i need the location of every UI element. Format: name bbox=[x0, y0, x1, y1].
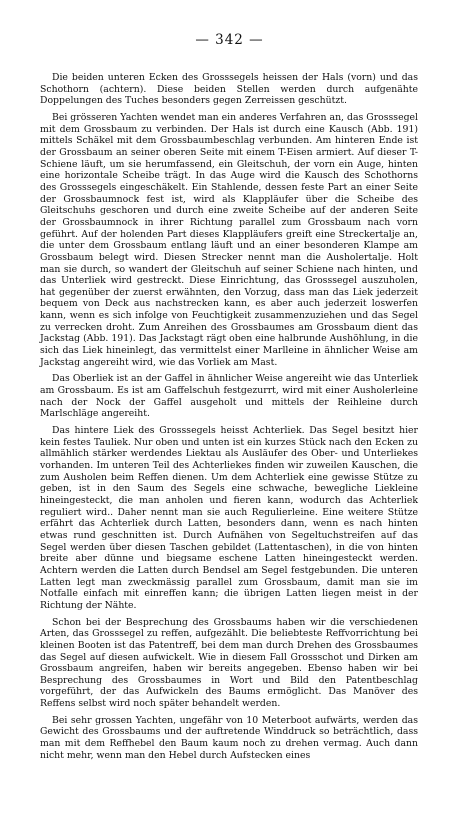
paragraph-3: Das Oberliek ist an der Gaffel in ähnlicher Weise angereiht wie das Unterliek am Grossbaum. Es ist am Gaffelschuh festgezurrt, wird mit einer Ausholerleine nach der Nock der Gaffel ausgeholt und mittels der Reihleine durch Marlschläge angereiht. bbox=[40, 373, 418, 420]
page-number: — 342 — bbox=[195, 32, 264, 48]
paragraph-5: Schon bei der Besprechung des Grossbaums haben wir die verschiedenen Arten, das Grosssegel zu reffen, aufgezählt. Die beliebteste Reffvorrichtung bei kleinen Booten ist das Patentreff, bei dem man durch Drehen des Grossbaumes das Segel auf diesen aufwickelt. Wie in diesem Fall Grossschot und Dirken am Grossbaum angreifen, haben wir bereits angegeben. Ebenso haben wir bei Besprechung des Grossbaumes in Wort und Bild den Patentbeschlag vorgeführt, der das Aufwickeln des Baums ermöglicht. Das Manöver des Reffens selbst wird noch später behandelt werden. bbox=[40, 616, 418, 710]
paragraph-1: Die beiden unteren Ecken des Grosssegels heissen der Hals (vorn) und das Schothorn (achtern). Diese beiden Stellen werden durch aufgenähte Doppelungen des Tuches besonders gegen Zerreissen geschützt. bbox=[40, 72, 418, 107]
paragraph-2: Bei grösseren Yachten wendet man ein anderes Verfahren an, das Grosssegel mit dem Grossbaum zu verbinden. Der Hals ist durch eine Kausch (Abb. 191) mittels Schäkel mit dem Grossbaumbeschlag verbunden. Am hinteren Ende ist der Grossbaum an seiner oberen Seite mit einem T-Eisen armiert. Auf dieser T-Schiene läuft, um sie herumfassend, ein Gleitschuh, der vorn ein Auge, hinten eine horizontale Scheibe trägt. In das Auge wird die Kausch des Schothorns des Grosssegels eingeschäkelt. Ein Stahlende, dessen feste Part an einer Seite der Grossbaumnock fest ist, wird als Klappläufer über die Scheibe des Gleitschuhs geschoren und durch eine zweite Scheibe auf der anderen Seite der Grossbaumnock in ihrer Richtung parallel zum Grossbaum nach vorn geführt. Auf der holenden Part dieses Klappläufers greift eine Streckertalje an, die unter dem Grossbaum entlang läuft und an einer besonderen Klampe am Grossbaum belegt wird. Diesen Strecker nennt man die Ausholertalje. Holt man sie durch, so wandert der Gleitschuh auf seiner Schiene nach hinten, und das Unterliek wird gestreckt. Diese Einrichtung, das Grosssegel auszuholen, hat gegenüber der zuerst erwähnten, den Vorzug, dass man das Liek jederzeit bequem von Deck aus nachstrecken kann, es aber auch jederzeit loswerfen kann, wenn es sich infolge von Feuchtigkeit zusammenzuziehen und das Segel zu verrecken droht. Zum Anreihen des Grossbaumes am Grossbaum dient das Jackstag (Abb. 191). Das Jackstagt rägt oben eine halbrunde Aushöhlung, in die sich das Liek hineinlegt, das vermittelst einer Marlleine in ähnlicher Weise am Jackstag angereiht wird, wie das Vorliek am Mast. bbox=[40, 111, 418, 368]
paragraph-4: Das hintere Liek des Grosssegels heisst Achterliek. Das Segel besitzt hier kein festes Tauliek. Nur oben und unten ist ein kurzes Stück nach den Ecken zu allmählich stärker werdendes Liektau als Ausläufer des Ober- und Unterliekes vorhanden. Im unteren Teil des Achterliekes finden wir zuweilen Kauschen, die zum Ausholen beim Reffen dienen. Um dem Achterliek eine gewisse Stütze zu geben, ist in den Saum des Segels eine schwache, bewegliche Liekleine hineingesteckt, die man anholen und fieren kann, wodurch das Achterliek reguliert wird.. Daher nennt man sie auch Regulierleine. Eine weitere Stütze erfährt das Achterliek durch Latten, besonders dann, wenn es nach hinten etwas rund geschnitten ist. Durch Aufnähen von Segeltuchstreifen auf das Segel werden über diesen Taschen gebildet (Lattentaschen), in die von hinten breite aber dünne und biegsame eschene Latten hineingesteckt werden. Achtern werden die Latten durch Bendsel am Segel festgebunden. Die unteren Latten legt man zweckmässig parallel zum Grossbaum, damit man sie im Notfalle einfach mit einreffen kann; die übrigen Latten liegen meist in der Richtung der Nähte. bbox=[40, 425, 418, 611]
paragraph-6: Bei sehr grossen Yachten, ungefähr von 10 Meterboot aufwärts, werden das Gewicht des Grossbaums und der auftretende Winddruck so beträchtlich, dass man mit dem Reffhebel den Baum kaum noch zu drehen vermag. Auch dann nicht mehr, wenn man den Hebel durch Aufstecken eines bbox=[40, 714, 418, 761]
page-body bbox=[40, 72, 418, 766]
